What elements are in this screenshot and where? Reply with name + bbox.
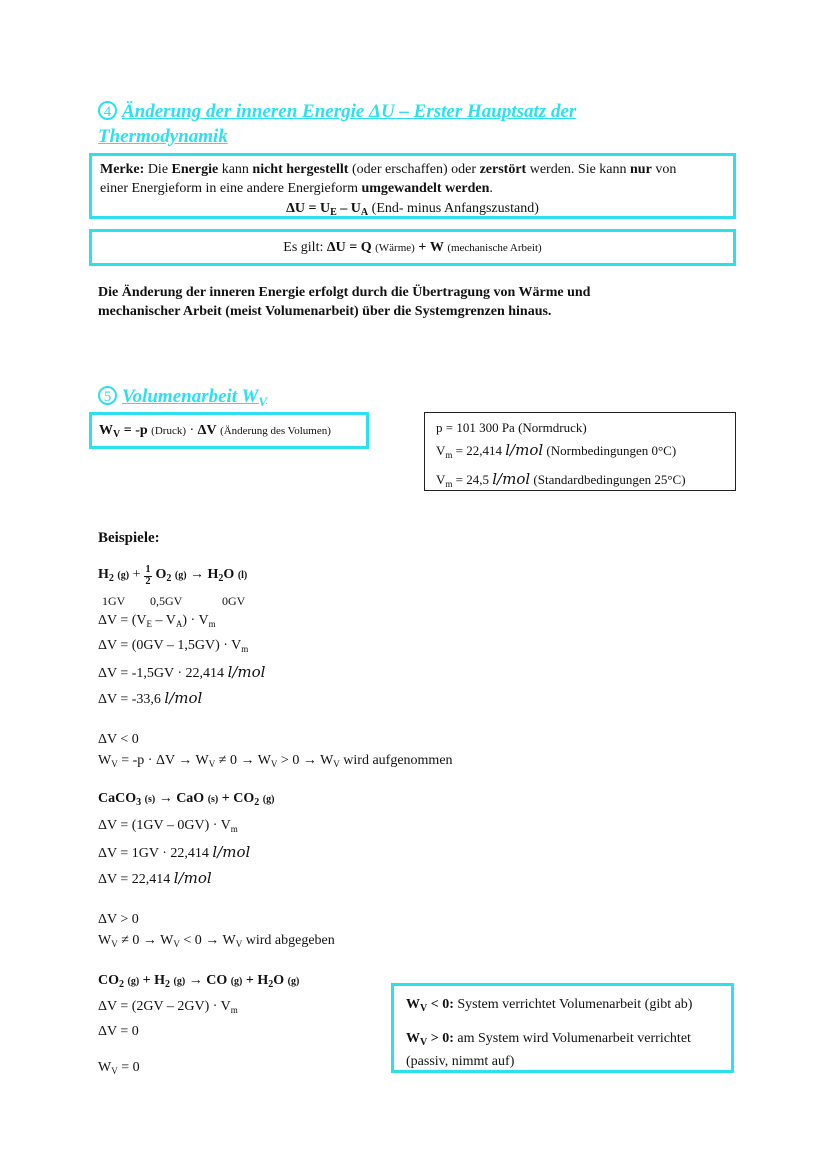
example-2-equation: CaCO$_3$ (s) → CaO $(s) + CO_2$ (g) (98, 791, 275, 808)
example-1-gv-row: 1GV 0,5GV 0GV (102, 594, 246, 608)
section-5-heading: 5 Volumenarbeit $W_V$ (98, 384, 267, 414)
fraction-one-half: $\frac{1}{2}$ (145, 564, 151, 587)
energy-statement: Die Änderung der inneren Energie erfolgt durch die Übertragung von Wärme und mechanischer Arbeit (meist Volumenarbeit) über die Systemgrenzen hinaus. (98, 285, 591, 319)
section-4-heading (98, 99, 698, 149)
arrow-icon: → (158, 791, 173, 806)
examples-heading: Beispiele: (98, 530, 160, 546)
normdruck: p = 101 300 Pa (Normdruck) (436, 420, 587, 435)
vm-standard: $V_m = 24,5$ l/mol (Standardbedingungen 25°C) (436, 470, 686, 489)
section-4-title-line2: Thermodynamik (98, 126, 228, 147)
example-3-equation: $CO_2$ $(g) + H_2$ (g) → CO $(g) + H_2O$ (g) (98, 973, 300, 990)
example-1-equation: $H_2$ $(g) + \frac{1}{2}$ $O_2$ $(g) \to H_2O$ (l) (98, 564, 248, 587)
section-4-title-line1: Änderung der inneren Energie ΔU – Erster Hauptsatz der (122, 101, 577, 122)
summary-positive: $W_V > 0$: am System wird Volumenarbeit verrichtet (passiv, nimmt auf) (406, 1031, 691, 1069)
summary-negative: $W_V < 0$: System verrichtet Volumenarbeit (gibt ab) (406, 997, 693, 1014)
du-formula: $\Delta U = U_E - U_A$ (End- minus Anfangszustand) (286, 201, 539, 218)
wv-formula-box: $W_V = -p$ (Druck) · ΔV (Änderung des Volumen) (89, 412, 369, 449)
summary-box (391, 983, 734, 1073)
section-number-5: 5 (98, 386, 117, 405)
example-2: CaCO$_3$ (s) → CaO $(s) + CO_2$ (g) $\Delta V = (1GV - 0GV) \cdot V_m$ ΔV = 1GV · 22,414 l/mol ΔV = 22,414 l/mol ΔV > 0 $W_V \ne 0 \to W_V < 0 \to W_V$ wird abgegeben (98, 787, 518, 955)
section-5-title: Volumenarbeit W (122, 386, 259, 407)
arrow-icon: → (190, 567, 205, 582)
vm-norm: $V_m = 22,414$ l/mol (Normbedingungen 0°C) (436, 441, 677, 460)
example-1: $H_2$ $(g) + \frac{1}{2}$ $O_2$ $(g) \to H_2O$ (l) 1GV 0,5GV 0GV $\Delta V = (V_E - V_A) \cdot V_m$ $\Delta V = (0GV - 1,5GV) \cdot V_m$ ΔV = -1,5GV · 22,414 l/mol ΔV = -33,6 l/mol ΔV < 0 $W_V = -p \cdot \Delta V \to W_V \ne 0 \to W_V > 0 \to W_V$ wird aufgenommen (98, 560, 518, 775)
section-number-4: 4 (98, 101, 117, 120)
merke-text: Merke: Die Energie kann nicht hergestellt (oder erschaffen) oder zerstört werden. Sie kann nur von einer Energieform in eine andere Energieform umgewandelt werden. (100, 162, 677, 196)
merke-box (89, 153, 736, 219)
arrow-icon: → (188, 973, 203, 988)
es-gilt-box: Es gilt: ΔU = Q (Wärme) + W (mechanische Arbeit) (89, 229, 736, 266)
example-3: $CO_2$ $(g) + H_2$ (g) → CO $(g) + H_2O$ (g) $\Delta V = (2GV - 2GV) \cdot V_m$ ΔV = 0 $W_V = 0$ (98, 970, 388, 1082)
constants-box (424, 412, 736, 491)
